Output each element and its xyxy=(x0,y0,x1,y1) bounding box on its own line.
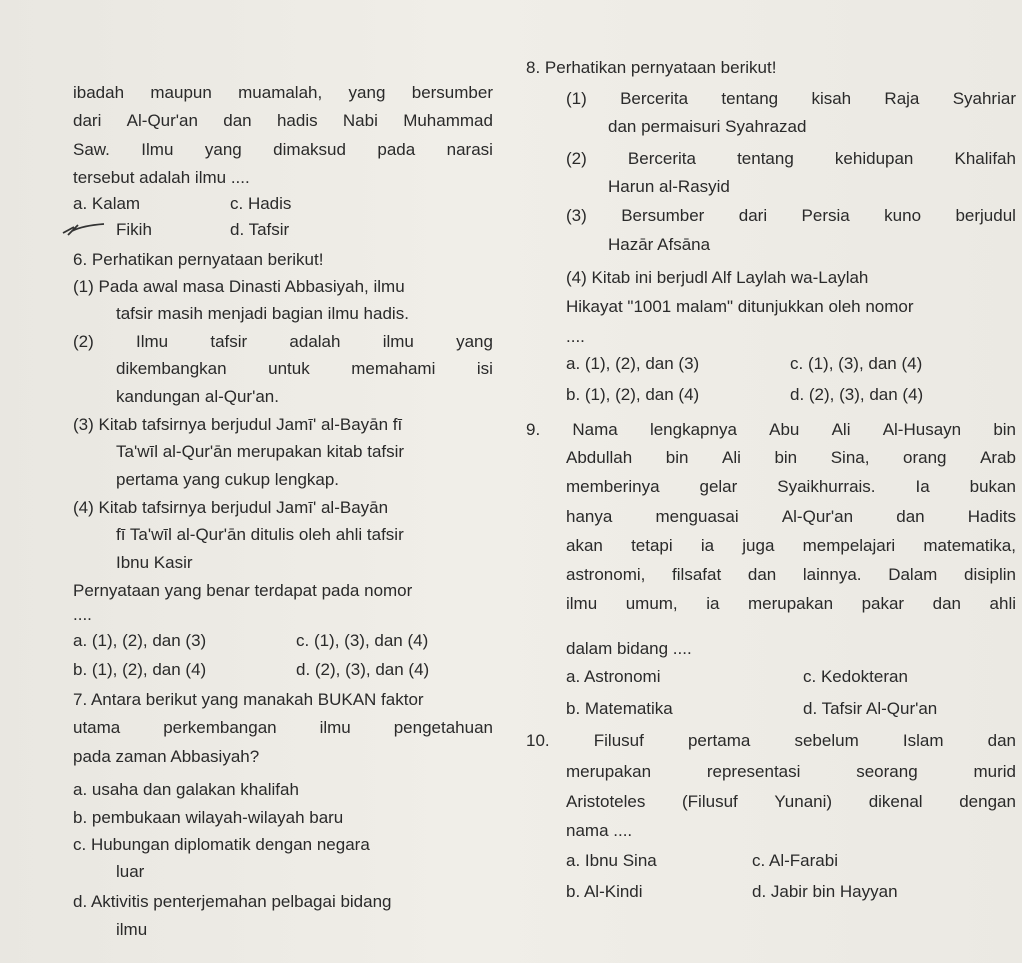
q5-option-b[interactable]: Fikih xyxy=(116,220,152,239)
q6-statement-3-line-3: pertama yang cukup lengkap. xyxy=(116,470,340,489)
q10-line-1: 10. Filusuf pertama sebelum Islam dan xyxy=(526,731,1016,750)
q8-option-d[interactable]: d. (2), (3), dan (4) xyxy=(790,385,924,404)
q6-option-c[interactable]: c. (1), (3), dan (4) xyxy=(296,631,429,650)
q6-option-b[interactable]: b. (1), (2), dan (4) xyxy=(73,660,207,679)
q9-line-2: Abdullah bin Ali bin Sina, orang Arab xyxy=(566,448,1016,467)
q9-option-b[interactable]: b. Matematika xyxy=(566,699,673,718)
q9-line-7: ilmu umum, ia merupakan pakar dan ahli xyxy=(566,594,1016,613)
q5-option-a[interactable]: a. Kalam xyxy=(73,194,141,213)
q7-option-a[interactable]: a. usaha dan galakan khalifah xyxy=(73,780,299,799)
q8-statement-4-line-1: (4) Kitab ini berjudl Alf Laylah wa-Laylah xyxy=(566,268,869,287)
q5-line-3: Saw. Ilmu yang dimaksud pada narasi xyxy=(73,140,493,159)
q8-statement-3-line-1: (3) Bersumber dari Persia kuno berjudul xyxy=(566,206,1016,225)
q7-line-2: utama perkembangan ilmu pengetahuan xyxy=(73,718,493,737)
q6-statement-2-line-3: kandungan al-Qur'an. xyxy=(116,387,279,406)
q9-option-d[interactable]: d. Tafsir Al-Qur'an xyxy=(803,699,938,718)
q7-option-c[interactable]: c. Hubungan diplomatik dengan negara xyxy=(73,835,370,854)
handwritten-mark-icon xyxy=(60,219,110,239)
q9-line-3: memberinya gelar Syaikhurrais. Ia bukan xyxy=(566,477,1016,496)
q6-statement-4-line-3: Ibnu Kasir xyxy=(116,553,193,572)
q7-option-d[interactable]: d. Aktivitis penterjemahan pelbagai bidang xyxy=(73,892,392,911)
q10-line-3: Aristoteles (Filusuf Yunani) dikenal dengan xyxy=(566,792,1016,811)
q6-statement-4-line-2: fī Ta'wīl al-Qur'ān ditulis oleh ahli tafsir xyxy=(116,525,404,544)
q9-line-6: astronomi, filsafat dan lainnya. Dalam disiplin xyxy=(566,565,1016,584)
q5-line-4: tersebut adalah ilmu .... xyxy=(73,168,250,187)
q6-statement-3-line-2: Ta'wīl al-Qur'ān merupakan kitab tafsir xyxy=(116,442,405,461)
q5-line-2: dari Al-Qur'an dan hadis Nabi Muhammad xyxy=(73,111,493,130)
q6-statement-4-line-1: (4) Kitab tafsirnya berjudul Jamī' al-Bayān xyxy=(73,498,389,517)
q6-question: Pernyataan yang benar terdapat pada nomor xyxy=(73,581,413,600)
q7-option-b[interactable]: b. pembukaan wilayah-wilayah baru xyxy=(73,808,344,827)
q9-line-5: akan tetapi ia juga mempelajari matematika, xyxy=(566,536,1016,555)
q5-line-1: ibadah maupun muamalah, yang bersumber xyxy=(73,83,493,102)
q8-statement-1-line-1: (1) Bercerita tentang kisah Raja Syahriar xyxy=(566,89,1016,108)
q6-option-d[interactable]: d. (2), (3), dan (4) xyxy=(296,660,430,679)
q7-option-d-cont: ilmu xyxy=(116,920,148,939)
q8-statement-2-line-1: (2) Bercerita tentang kehidupan Khalifah xyxy=(566,149,1016,168)
q10-option-d[interactable]: d. Jabir bin Hayyan xyxy=(752,882,898,901)
q8-dots: .... xyxy=(566,327,585,346)
q10-option-c[interactable]: c. Al-Farabi xyxy=(752,851,838,870)
q8-option-c[interactable]: c. (1), (3), dan (4) xyxy=(790,354,923,373)
q10-line-2: merupakan representasi seorang murid xyxy=(566,762,1016,781)
q8-option-a[interactable]: a. (1), (2), dan (3) xyxy=(566,354,700,373)
q5-option-d[interactable]: d. Tafsir xyxy=(230,220,290,239)
q6-statement-2-line-1: (2) Ilmu tafsir adalah ilmu yang xyxy=(73,332,493,351)
q10-option-a[interactable]: a. Ibnu Sina xyxy=(566,851,657,870)
q8-option-b[interactable]: b. (1), (2), dan (4) xyxy=(566,385,700,404)
q9-line-8: dalam bidang .... xyxy=(566,639,692,658)
q8-question: Hikayat "1001 malam" ditunjukkan oleh nomor xyxy=(566,297,914,316)
q6-statement-1-line-2: tafsir masih menjadi bagian ilmu hadis. xyxy=(116,304,409,323)
q5-option-c[interactable]: c. Hadis xyxy=(230,194,292,213)
q10-option-b[interactable]: b. Al-Kindi xyxy=(566,882,643,901)
q9-line-1: 9. Nama lengkapnya Abu Ali Al-Husayn bin xyxy=(526,420,1016,439)
q8-title: 8. Perhatikan pernyataan berikut! xyxy=(526,58,777,77)
q8-statement-2-line-2: Harun al-Rasyid xyxy=(608,177,730,196)
q8-statement-1-line-2: dan permaisuri Syahrazad xyxy=(608,117,807,136)
q10-line-4: nama .... xyxy=(566,821,633,840)
q7-line-3: pada zaman Abbasiyah? xyxy=(73,747,260,766)
q7-option-c-cont: luar xyxy=(116,862,145,881)
q8-statement-3-line-2: Hazār Afsāna xyxy=(608,235,711,254)
q6-dots: .... xyxy=(73,605,92,624)
q9-option-c[interactable]: c. Kedokteran xyxy=(803,667,908,686)
q6-statement-3-line-1: (3) Kitab tafsirnya berjudul Jamī' al-Bayān fī xyxy=(73,415,403,434)
q6-option-a[interactable]: a. (1), (2), dan (3) xyxy=(73,631,207,650)
q9-option-a[interactable]: a. Astronomi xyxy=(566,667,661,686)
q7-line-1: 7. Antara berikut yang manakah BUKAN faktor xyxy=(73,690,424,709)
q6-statement-1-line-1: (1) Pada awal masa Dinasti Abbasiyah, ilmu xyxy=(73,277,405,296)
q6-title: 6. Perhatikan pernyataan berikut! xyxy=(73,250,324,269)
q6-statement-2-line-2: dikembangkan untuk memahami isi xyxy=(116,359,493,378)
q9-line-4: hanya menguasai Al-Qur'an dan Hadits xyxy=(566,507,1016,526)
